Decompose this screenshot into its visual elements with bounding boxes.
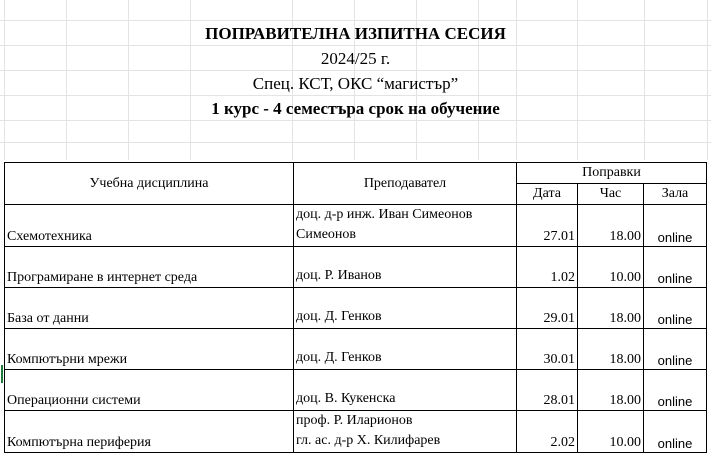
date-cell[interactable]: 29.01 (517, 288, 578, 329)
table-row (5, 247, 707, 288)
subject-cell[interactable]: Програмиране в интернет среда (5, 247, 294, 288)
lecturer-cell[interactable] (294, 247, 517, 288)
subject-cell[interactable]: Операционни системи (5, 370, 294, 411)
subject-cell[interactable]: Схемотехника (5, 205, 294, 247)
hour-cell[interactable]: 18.00 (578, 370, 644, 411)
hour-cell[interactable]: 18.00 (578, 288, 644, 329)
hour-cell[interactable]: 10.00 (578, 411, 644, 453)
date-cell[interactable]: 27.01 (517, 205, 578, 247)
lecturer-cell[interactable] (294, 411, 517, 453)
date-cell[interactable]: 28.01 (517, 370, 578, 411)
lecturer-line: проф. Р. Иларионов (296, 413, 413, 428)
lecturer-line: Симеонов (296, 227, 357, 242)
lecturer-line: гл. ас. д-р Х. Килифарев (296, 433, 441, 448)
header-room: Зала (644, 184, 707, 205)
table-row (5, 370, 707, 411)
room-cell[interactable]: online (644, 329, 707, 370)
date-cell[interactable]: 1.02 (517, 247, 578, 288)
lecturer-line: доц. Д. Генков (296, 350, 382, 365)
table-row (5, 205, 707, 247)
lecturer-line: доц. Р. Иванов (296, 268, 382, 283)
lecturer-cell[interactable] (294, 205, 517, 247)
header-subject: Учебна дисциплина (5, 163, 294, 205)
lecturer-cell[interactable] (294, 288, 517, 329)
room-cell[interactable]: online (644, 288, 707, 329)
header-date: Дата (517, 184, 578, 205)
date-cell[interactable]: 30.01 (517, 329, 578, 370)
page-title: ПОПРАВИТЕЛНА ИЗПИТНА СЕСИЯ (205, 24, 506, 43)
hour-cell[interactable]: 18.00 (578, 329, 644, 370)
program-line: 1 курс - 4 семестъра срок на обучение (211, 99, 500, 118)
specialty-line: Спец. КСТ, ОКС “магистър” (252, 74, 459, 93)
hour-cell[interactable]: 10.00 (578, 247, 644, 288)
active-cell-marker (1, 365, 3, 383)
academic-year: 2024/25 г. (320, 49, 391, 68)
table-row (5, 411, 707, 453)
room-cell[interactable]: online (644, 247, 707, 288)
header-lecturer: Преподавател (294, 163, 517, 205)
table-row (5, 288, 707, 329)
subject-cell[interactable]: База от данни (5, 288, 294, 329)
subject-cell[interactable]: Компютърна периферия (5, 411, 294, 453)
lecturer-line: доц. д-р инж. Иван Симеонов (296, 207, 473, 222)
lecturer-line: доц. Д. Генков (296, 309, 382, 324)
hour-cell[interactable]: 18.00 (578, 205, 644, 247)
subject-cell[interactable]: Компютърни мрежи (5, 329, 294, 370)
header-retakes: Поправки (517, 163, 707, 184)
room-cell[interactable]: online (644, 411, 707, 453)
table-row (5, 329, 707, 370)
date-cell[interactable]: 2.02 (517, 411, 578, 453)
header-hour: Час (578, 184, 644, 205)
lecturer-line: доц. В. Кукенска (296, 391, 396, 406)
lecturer-cell[interactable] (294, 329, 517, 370)
lecturer-cell[interactable] (294, 370, 517, 411)
room-cell[interactable]: online (644, 370, 707, 411)
room-cell[interactable]: online (644, 205, 707, 247)
exam-schedule-table (4, 162, 707, 453)
